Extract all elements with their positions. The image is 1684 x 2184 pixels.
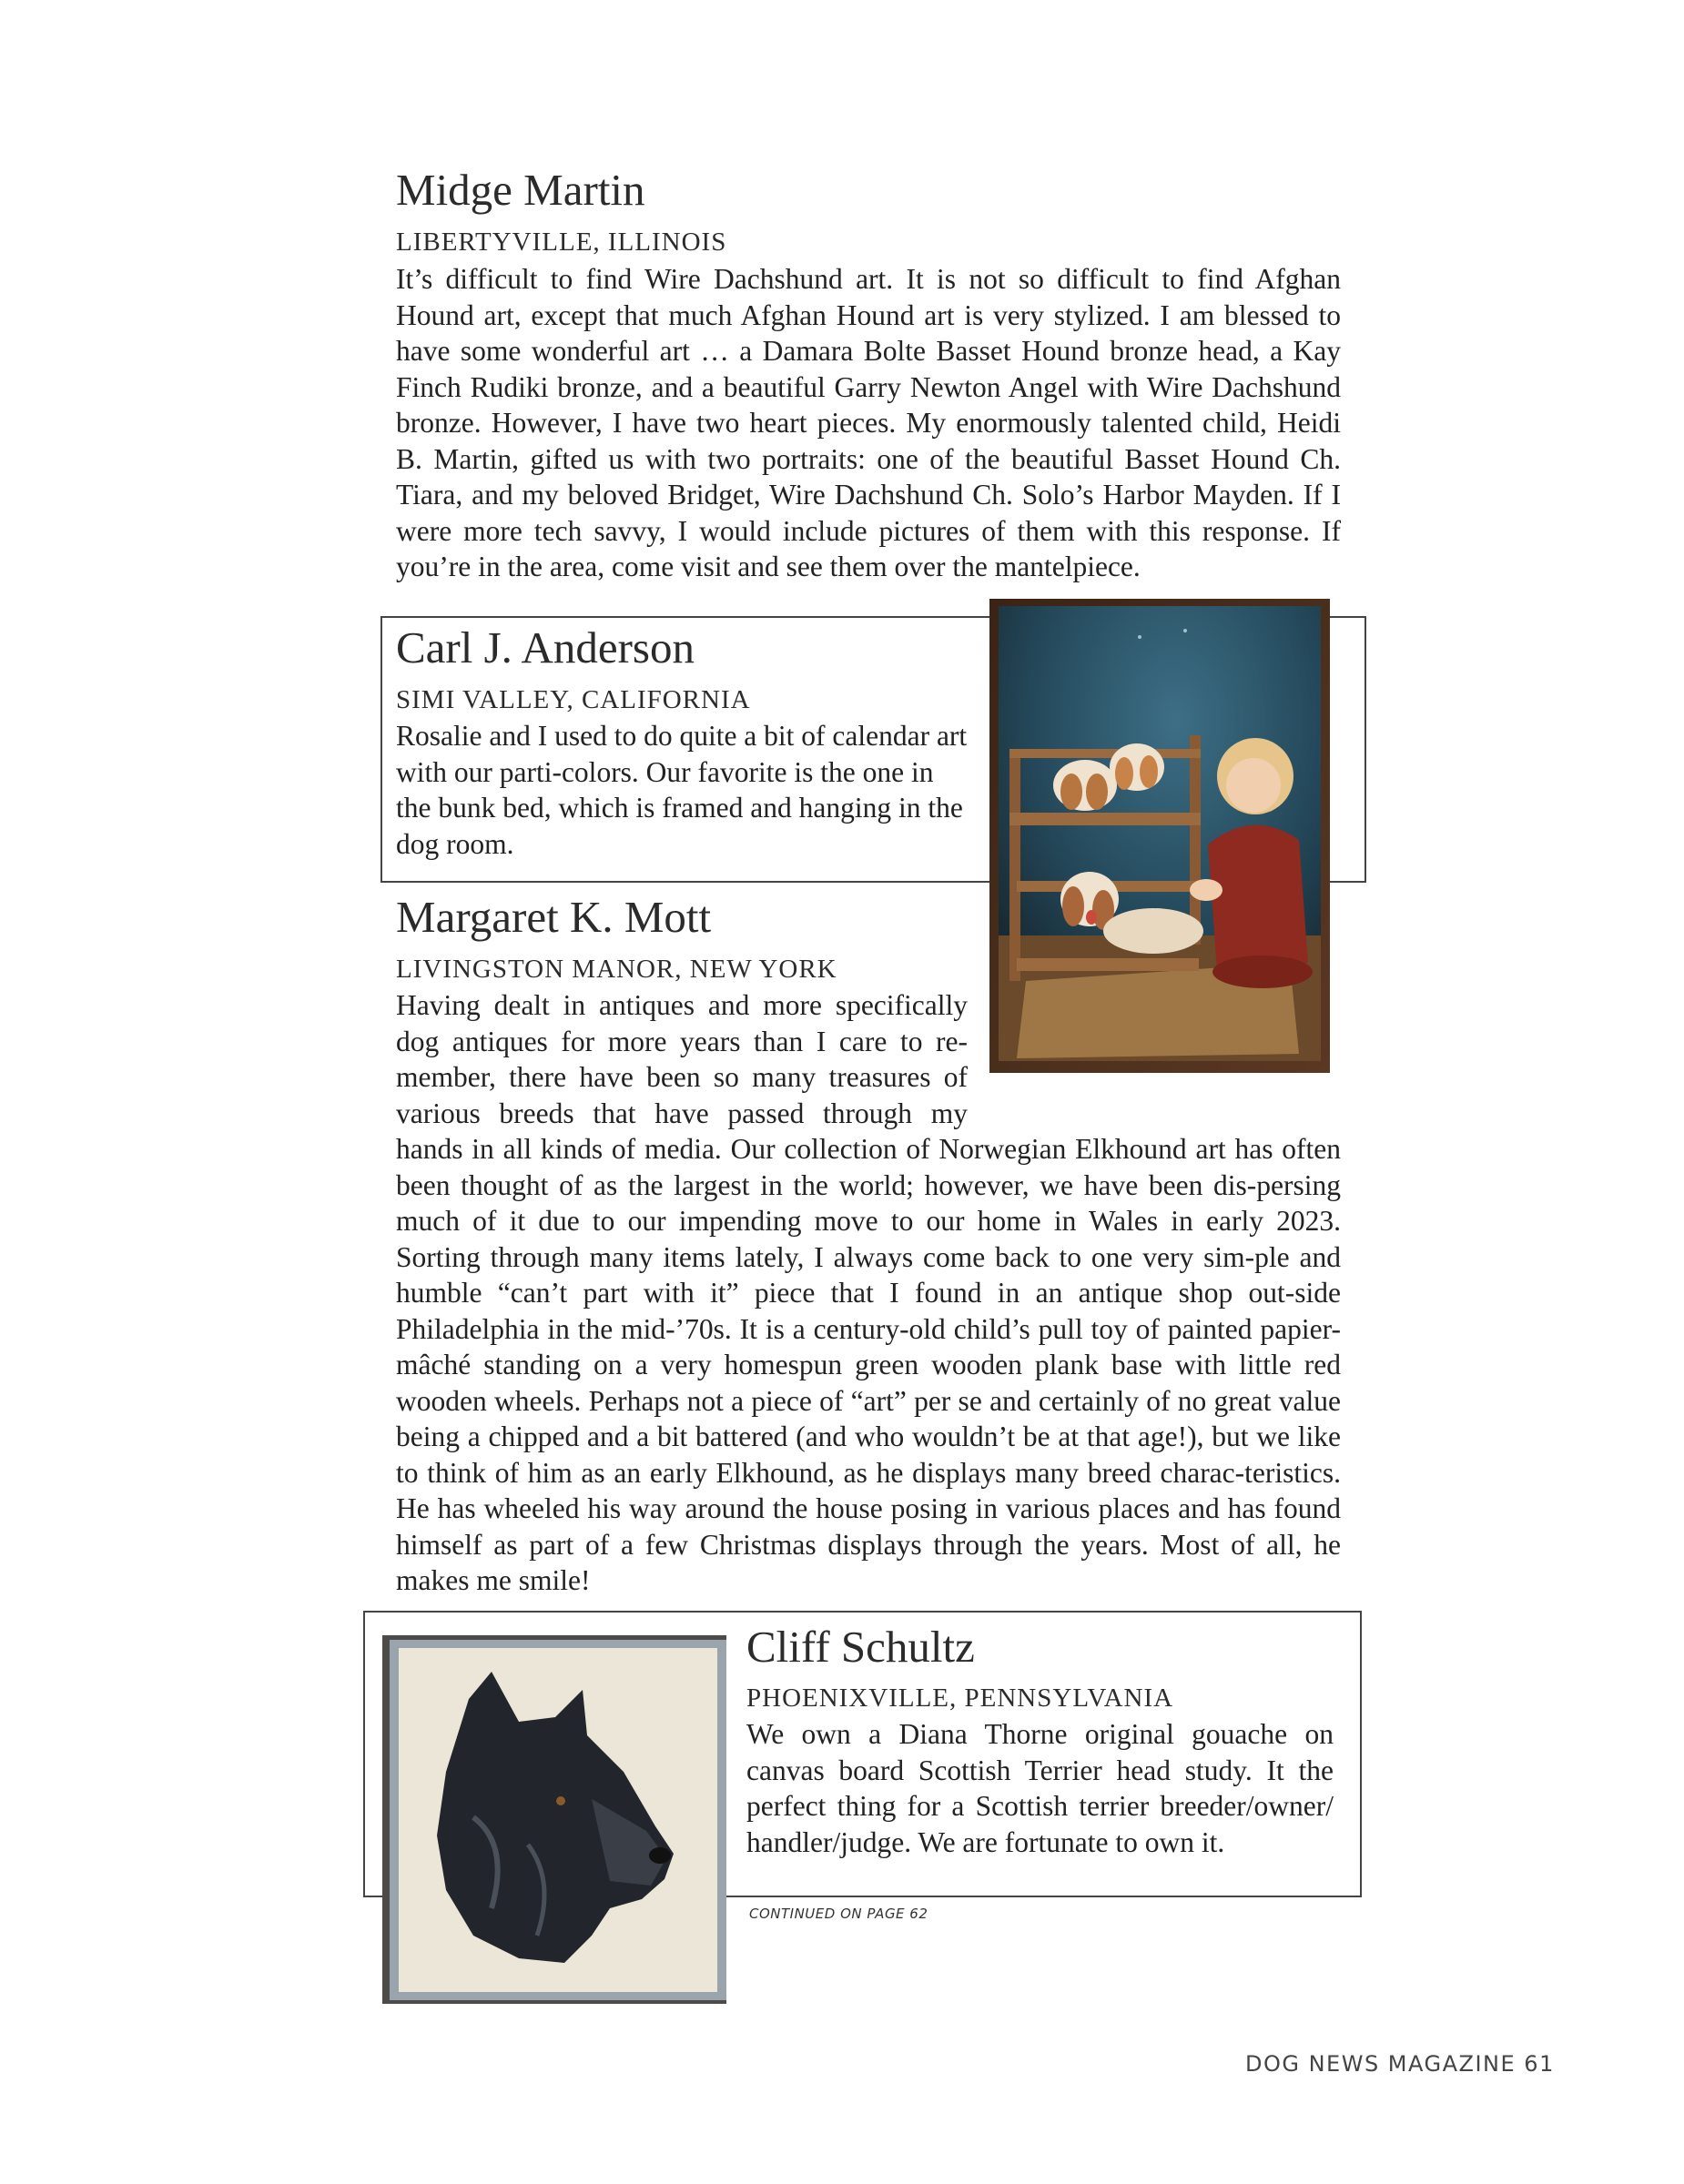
entry-text-margaret-mott-narrow: Having dealt in antiques and more specifically dog antiques for more years than I care to re-member, there have been so many treasures of various breeds that have passed through my [396, 989, 968, 1129]
entry-name-margaret-mott: Margaret K. Mott [396, 892, 712, 942]
page-footer: DOG NEWS MAGAZINE 61 [1245, 2051, 1555, 2077]
entry-location-carl-anderson: SIMI VALLEY, CALIFORNIA [396, 685, 751, 714]
entry-location-cliff-schultz: PHOENIXVILLE, PENNSYLVANIA [746, 1684, 1174, 1713]
entry-name-cliff-schultz: Cliff Schultz [746, 1622, 975, 1672]
entry-text-midge-martin: It’s difficult to find Wire Dachshund art. It is not so difficult to find Afghan Hound art, except that much Afghan Hound art is very stylized. I am blessed to have some wonderful art … a Damara Bolte Basset Hound bronze head, a Kay Finch Rudiki bronze, and a beautiful Garry Newton Angel with Wire Dachshund bronze. However, I have two heart pieces. My enormously talented child, Heidi B. Martin, gifted us with two portraits: one of the beautiful Basset Hound Ch. Tiara, and my beloved Bridget, Wire Dachshund Ch. Solo’s Harbor Mayden. If I were more tech savvy, I would include pictures of them with this response. If you’re in the area, come visit and see them over the mantelpiece. [396, 263, 1341, 582]
continued-note: CONTINUED ON PAGE 62 [749, 1906, 928, 1922]
entry-name-carl-anderson: Carl J. Anderson [396, 622, 695, 672]
entry-text-carl-anderson: Rosalie and I used to do quite a bit of calendar art with our parti-colors. Our favorite is the one in the bunk bed, which is framed and hanging in the dog room. [396, 720, 968, 860]
bunk-bed-calendar-art-image [989, 599, 1330, 1073]
entry-text-cliff-schultz: We own a Diana Thorne original gouache on canvas board Scottish Terrier head study. It the perfect thing for a Scottish terrier breeder/owner/ handler/judge. We are fortunate to own it. [746, 1718, 1334, 1858]
entry-location-midge-martin: LIBERTYVILLE, ILLINOIS [396, 228, 727, 257]
scottish-terrier-painting-image [382, 1635, 726, 2004]
entry-name-midge-martin: Midge Martin [396, 165, 645, 215]
entry-location-margaret-mott: LIVINGSTON MANOR, NEW YORK [396, 955, 837, 984]
entry-text-margaret-mott-wide: hands in all kinds of media. Our collection of Norwegian Elkhound art has often been thought of as the largest in the world; however, we have been dis-persing much of it due to our impending move to our home in Wales in early 2023. Sorting through many items lately, I always come back to one very sim-ple and humble “can’t part with it” piece that I found in an antique shop out-side Philadelphia in the mid-’70s. It is a century-old child’s pull toy of painted papier-mâché standing on a very homespun green wooden plank base with little red wooden wheels. Perhaps not a piece of “art” per se and certainly of no great value being a chipped and a bit battered (and who wouldn’t be at that age!), but we like to think of him as an early Elkhound, as he displays many breed charac-teristics. He has wheeled his way around the house posing in various places and has found himself as part of a few Christmas displays through the years. Most of all, he makes me smile! [396, 1133, 1341, 1596]
